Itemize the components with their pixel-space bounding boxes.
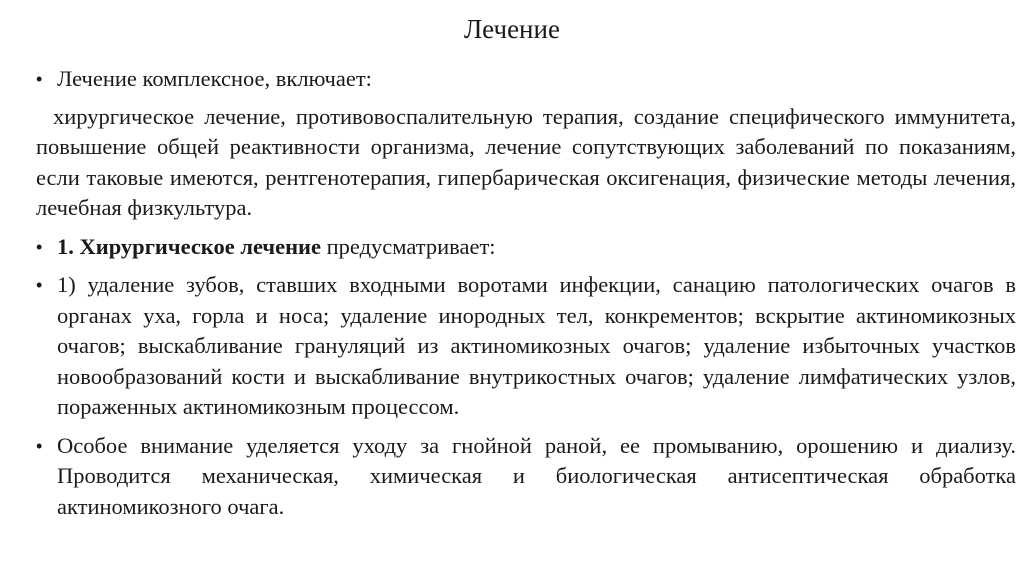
bullet-item-wound-care bbox=[36, 431, 1016, 523]
bullet-text: Лечение комплексное, включает: bbox=[57, 66, 372, 91]
bullet-item-procedures bbox=[36, 270, 1016, 423]
slide-title: Лечение bbox=[464, 14, 560, 44]
bullet-icon: • bbox=[36, 275, 43, 295]
bullet-text: 1) удаление зубов, ставших входными воротами инфекции, санацию патологических очагов в органах уха, горла и носа; удаление инородных тел, конкрементов; вскрытие актиномикозных очагов; выскабливание грануляций из актиномикозных очагов; удаление избыточных участков новообразований кости и выскабливание внутрикостных очагов; удаление лимфатических узлов, пораженных актиномикозным процессом. bbox=[57, 272, 1016, 419]
bullet-icon: • bbox=[36, 236, 43, 257]
bullet-text: Особое внимание уделяется уходу за гнойной раной, ее промыванию, орошению и диализу. Проводится механическая, химическая и биологическая антисептическая обработка актиномикозного очага. bbox=[57, 432, 1016, 519]
bullet-item-treatment bbox=[36, 64, 1016, 95]
treatment-paragraph bbox=[36, 102, 1016, 224]
heading-rest: предусматривает: bbox=[320, 233, 496, 259]
bullet-text bbox=[57, 232, 1016, 263]
bold-heading: 1. Хирургическое лечение bbox=[57, 233, 321, 259]
bullet-icon: • bbox=[36, 69, 43, 89]
slide-content bbox=[36, 64, 1016, 522]
bullet-icon: • bbox=[36, 435, 43, 456]
paragraph-text: хирургическое лечение, противовоспалительную терапия, создание специфического иммунитета, повышение общей реактивности организма, лечение сопутствующих заболеваний по показаниям, если таковые имеются, рентгенотерапия, гипербарическая оксигенация, физические методы лечения, лечебная физкультура. bbox=[36, 103, 1016, 220]
bullet-item-surgical bbox=[36, 232, 1016, 263]
